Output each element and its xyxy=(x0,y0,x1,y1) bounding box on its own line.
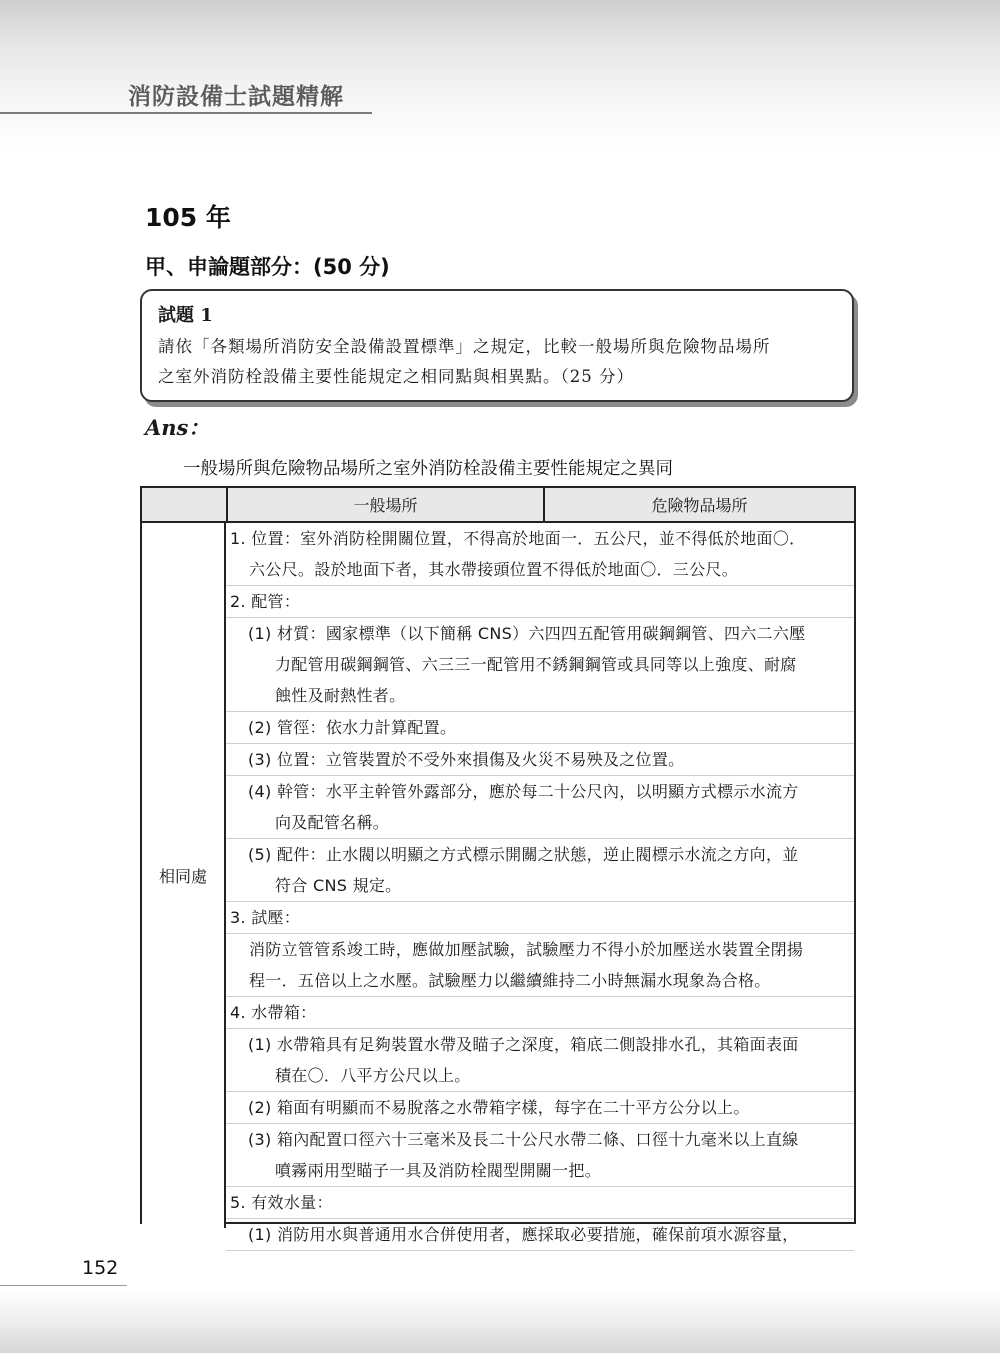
section-heading: 甲、申論題部分：(50 分) xyxy=(145,255,390,279)
list-item xyxy=(226,1092,854,1124)
list-item xyxy=(226,776,854,839)
list-item xyxy=(226,744,854,776)
answer-label: Ans： xyxy=(145,415,210,440)
table-body-row xyxy=(142,523,854,1244)
comparison-table xyxy=(140,486,856,1244)
header-cell-general: 一般場所 xyxy=(228,488,545,521)
footer-band xyxy=(0,1290,1000,1353)
list-item xyxy=(226,902,854,934)
header-cell-empty xyxy=(142,488,228,521)
book-title: 消防設備士試題精解 xyxy=(128,83,344,110)
item-text: 3. 試壓： xyxy=(230,908,301,927)
list-item xyxy=(226,523,854,586)
item-text-cont: 程一．五倍以上之水壓。試驗壓力以繼續維持二小時無漏水現象為合格。 xyxy=(249,971,771,990)
list-item xyxy=(226,1219,854,1251)
item-text: (4) 幹管：水平主幹管外露部分，應於每二十公尺內，以明顯方式標示水流方 xyxy=(248,782,799,801)
item-text: (1) 消防用水與普通用水合併使用者，應採取必要措施，確保前項水源容量， xyxy=(248,1225,799,1244)
question-title: 試題 1 xyxy=(158,305,213,326)
row-content xyxy=(226,523,854,1244)
question-line: 之室外消防栓設備主要性能規定之相同點與相異點。（25 分） xyxy=(158,367,634,386)
table-header-row xyxy=(142,488,854,523)
item-text: (5) 配件：止水閥以明顯之方式標示開關之狀態，逆止閥標示水流之方向，並 xyxy=(248,845,799,864)
item-text-cont: 六公尺。設於地面下者，其水帶接頭位置不得低於地面〇．三公尺。 xyxy=(249,560,739,579)
list-item xyxy=(226,1029,854,1092)
list-item xyxy=(226,839,854,902)
item-text-cont: 蝕性及耐熱性者。 xyxy=(275,686,406,705)
header-rule xyxy=(0,112,372,114)
item-text-cont: 向及配管名稱。 xyxy=(275,813,390,832)
question-line: 請依「各類場所消防安全設備設置標準」之規定，比較一般場所與危險物品場所 xyxy=(158,337,771,356)
year-heading: 105 年 xyxy=(145,203,231,232)
list-item xyxy=(226,934,854,997)
list-item xyxy=(226,997,854,1029)
list-item xyxy=(226,1187,854,1219)
item-text-cont: 噴霧兩用型瞄子一具及消防栓閥型開關一把。 xyxy=(275,1161,602,1180)
item-text: (3) 箱內配置口徑六十三毫米及長二十公尺水帶二條、口徑十九毫米以上直線 xyxy=(248,1130,799,1149)
question-box xyxy=(140,289,854,402)
item-text: 1. 位置：室外消防栓開關位置，不得高於地面一．五公尺，並不得低於地面〇． xyxy=(230,529,806,548)
item-text: 5. 有效水量： xyxy=(230,1193,333,1212)
list-item xyxy=(226,712,854,744)
item-text: (1) 水帶箱具有足夠裝置水帶及瞄子之深度，箱底二側設排水孔，其箱面表面 xyxy=(248,1035,799,1054)
list-item xyxy=(226,1124,854,1187)
item-text-cont: 符合 CNS 規定。 xyxy=(275,876,402,895)
item-text: (1) 材質：國家標準（以下簡稱 CNS）六四四五配管用碳鋼鋼管、四六二六壓 xyxy=(248,624,806,643)
footer-rule xyxy=(0,1285,127,1286)
item-text: 2. 配管： xyxy=(230,592,301,611)
item-text: (2) 箱面有明顯而不易脫落之水帶箱字樣，每字在二十平方公分以上。 xyxy=(248,1098,750,1117)
header-band xyxy=(0,0,1000,150)
question-text xyxy=(158,332,838,392)
row-label-same: 相同處 xyxy=(142,523,226,1228)
list-item xyxy=(226,618,854,712)
item-text-cont: 力配管用碳鋼鋼管、六三三一配管用不銹鋼鋼管或具同等以上強度、耐腐 xyxy=(275,655,797,674)
list-item xyxy=(226,586,854,618)
item-text: (2) 管徑：依水力計算配置。 xyxy=(248,718,457,737)
table-caption: 一般場所與危險物品場所之室外消防栓設備主要性能規定之異同 xyxy=(183,459,673,479)
header-cell-hazardous: 危險物品場所 xyxy=(651,496,748,515)
item-text-cont: 積在〇．八平方公尺以上。 xyxy=(275,1066,471,1085)
item-text: 消防立管管系竣工時，應做加壓試驗，試驗壓力不得小於加壓送水裝置全閉揚 xyxy=(249,940,804,959)
item-text: (3) 位置：立管裝置於不受外來損傷及火災不易殃及之位置。 xyxy=(248,750,685,769)
item-text: 4. 水帶箱： xyxy=(230,1003,317,1022)
page-number: 152 xyxy=(82,1257,119,1279)
